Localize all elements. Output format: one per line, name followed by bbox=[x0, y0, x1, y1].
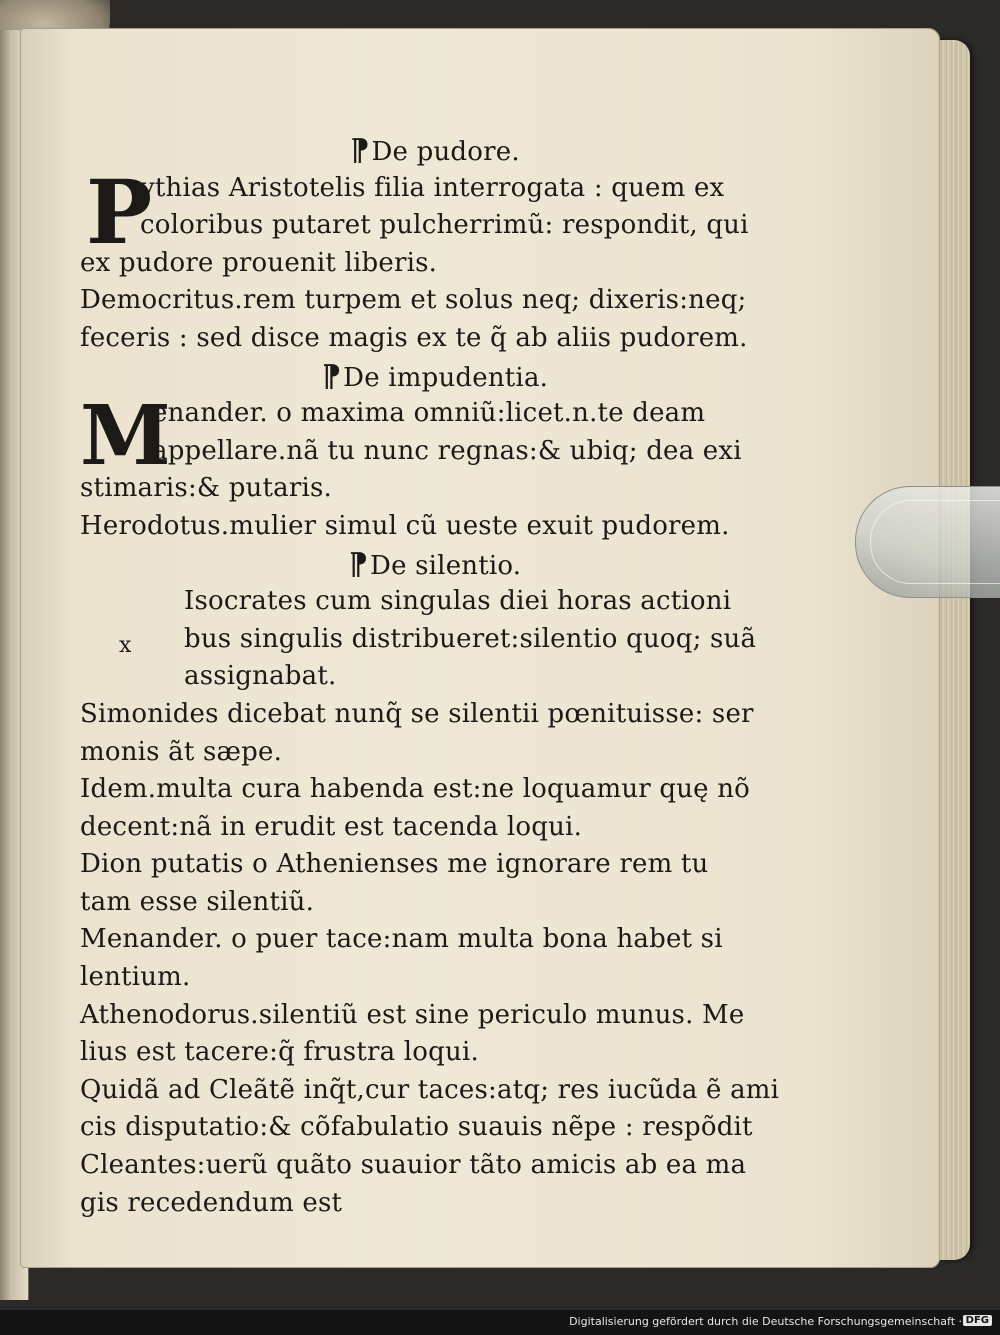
page-clip-highlight bbox=[870, 500, 1000, 584]
page-text bbox=[80, 132, 790, 1222]
footer-credit: Digitalisierung gefördert durch die Deutsche Forschungsgemeinschaft · bbox=[569, 1315, 962, 1328]
text-line: Quidã ad Cleãtẽ inq̃t,cur taces:atq; res iucũda ẽ ami bbox=[80, 1074, 780, 1105]
text-line: decent:nã in erudit est tacenda loqui. bbox=[80, 811, 583, 842]
text-line: Athenodorus.silentiũ est sine periculo munus. Me bbox=[80, 999, 745, 1030]
heading-de-silentio: ⁋De silentio. bbox=[348, 546, 522, 582]
text-line: Dion putatis o Athenienses me ignorare rem tu bbox=[80, 849, 709, 880]
text-line: coloribus putaret pulcherrimũ: respondit, qui bbox=[140, 210, 749, 241]
text-line: lentium. bbox=[80, 962, 191, 993]
pilcrow-icon: ⁋ bbox=[348, 546, 369, 582]
text-line: appellare.nã tu nunc regnas:& ubiq; dea exi bbox=[152, 435, 742, 466]
pilcrow-icon: ⁋ bbox=[350, 133, 370, 168]
text-line: ythias Aristotelis filia interrogata : quem ex bbox=[140, 172, 725, 203]
margin-note: x bbox=[119, 633, 132, 658]
text-line: Democritus.rem turpem et solus neq; dixeris:neq; bbox=[80, 285, 747, 316]
text-line: enander. o maxima omniũ:licet.n.te deam bbox=[152, 398, 706, 429]
text-line: tam esse silentiũ. bbox=[80, 886, 315, 917]
text-line: assignabat. bbox=[184, 661, 337, 692]
text-line: monis ãt sæpe. bbox=[80, 736, 283, 767]
text-line: bus singulis distribueret:silentio quoq; suã bbox=[184, 623, 757, 654]
text-line: lius est tacere:q̃ frustra loqui. bbox=[80, 1037, 479, 1068]
text-line: Cleantes:uerũ quãto suauior tãto amicis ab ea ma bbox=[80, 1150, 747, 1181]
drop-cap-m: M bbox=[80, 388, 171, 484]
text-line: feceris : sed disce magis ex te q̃ ab aliis pudorem. bbox=[80, 322, 748, 353]
heading-de-impudentia: ⁋De impudentia. bbox=[321, 358, 549, 394]
text-line: Herodotus.mulier simul cũ ueste exuit pudorem. bbox=[80, 510, 730, 541]
text-line: stimaris:& putaris. bbox=[80, 473, 333, 504]
pilcrow-icon: ⁋ bbox=[321, 358, 342, 394]
dfg-logo-icon: DFG bbox=[963, 1315, 992, 1326]
text-line: Idem.multa cura habenda est:ne loquamur quę nõ bbox=[80, 774, 751, 805]
text-line: cis disputatio:& cõfabulatio suauis nẽpe : respõdit bbox=[80, 1112, 753, 1143]
text-line: Isocrates cum singulas diei horas actioni bbox=[184, 586, 732, 617]
text-line: ex pudore prouenit liberis. bbox=[80, 247, 438, 278]
heading-de-pudore: ⁋De pudore. bbox=[350, 133, 520, 168]
text-line: Simonides dicebat nunq̃ se silentii pœnituisse: ser bbox=[80, 698, 754, 729]
text-line: Menander. o puer tace:nam multa bona habet si bbox=[80, 924, 723, 955]
text-line: gis recedendum est bbox=[80, 1187, 343, 1218]
drop-cap-p: P bbox=[86, 160, 153, 264]
